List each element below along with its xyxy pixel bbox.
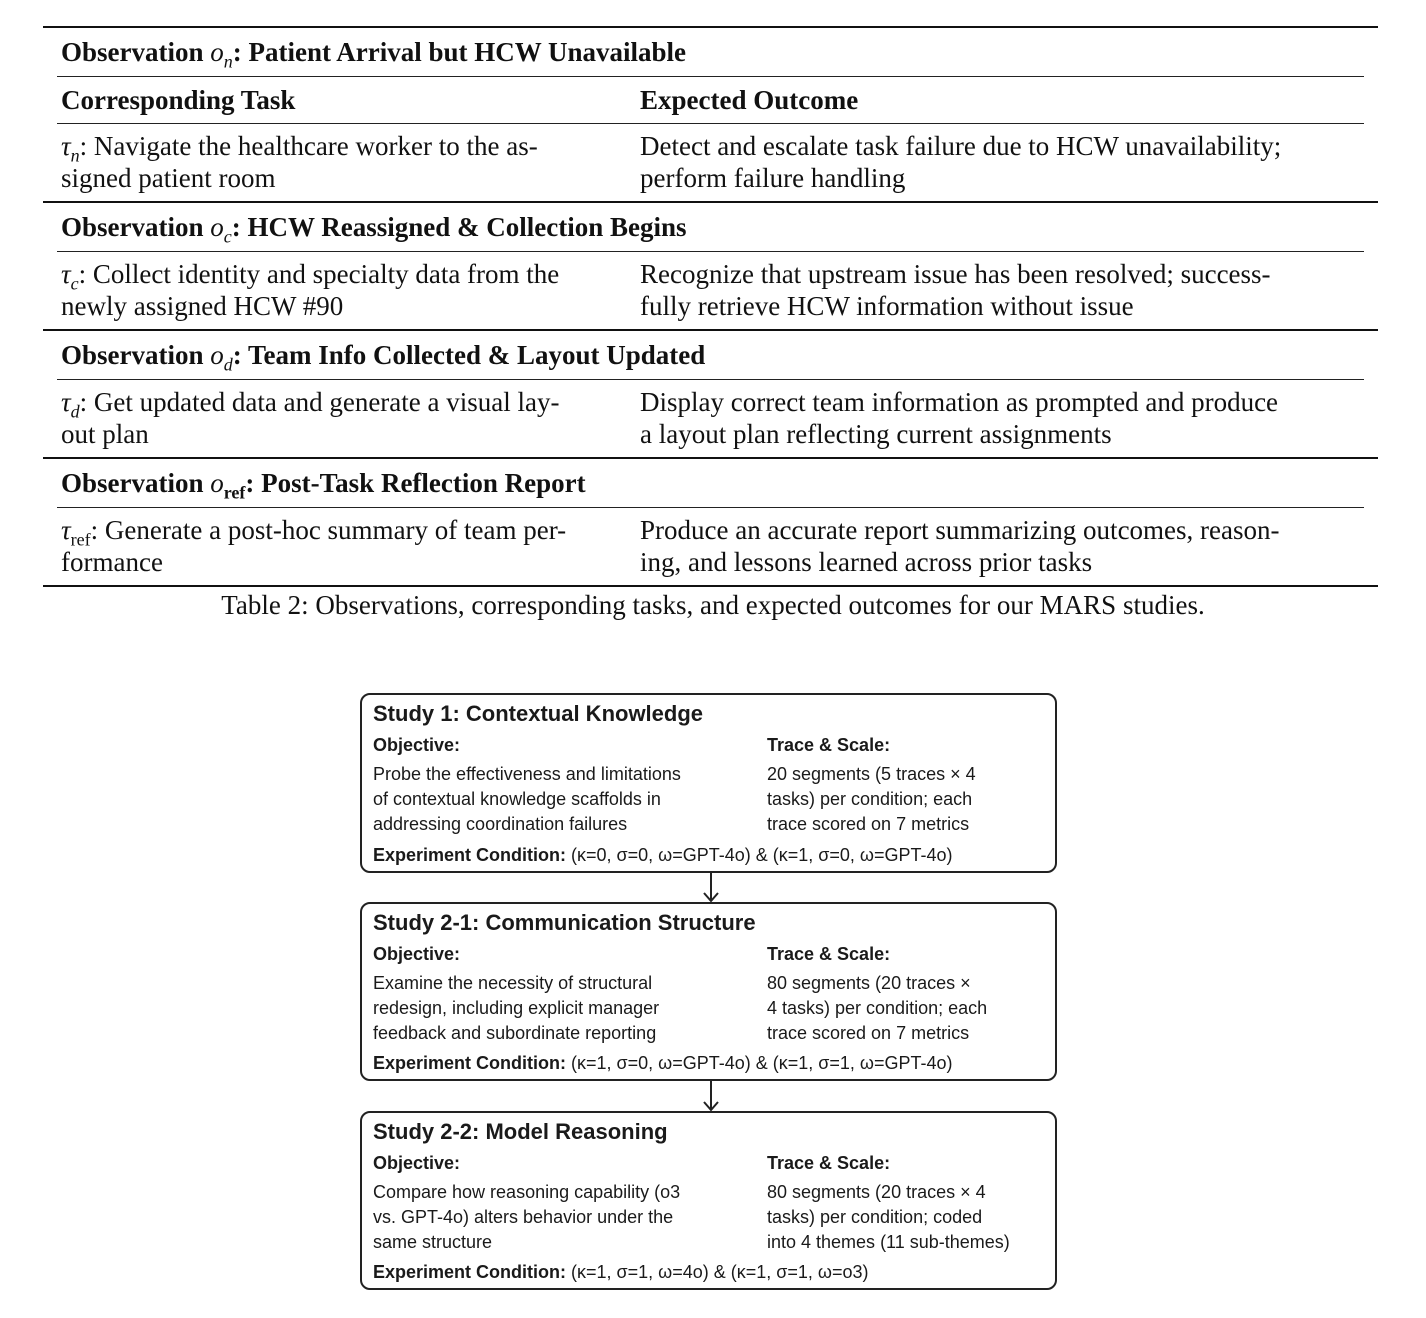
objective-label: Objective: xyxy=(373,944,461,964)
objective-text: Compare how reasoning capability (o3 vs. GPT-4o) alters behavior under the same structure xyxy=(373,1182,681,1252)
study-title: Study 2-2: Model Reasoning xyxy=(373,1119,668,1144)
trace-scale-text: 80 segments (20 traces × 4 tasks) per condition; coded into 4 themes (11 sub-themes) xyxy=(767,1182,1010,1252)
trace-scale-text: 20 segments (5 traces × 4 tasks) per condition; each trace scored on 7 metrics xyxy=(767,764,976,834)
experiment-condition: Experiment Condition: (κ=1, σ=1, ω=4o) & (κ=1, σ=1, ω=o3) xyxy=(373,1262,869,1282)
study-box xyxy=(360,1111,1057,1290)
study-box xyxy=(360,693,1057,873)
observation-heading: Observation $o_{ref}$: Post-Task Reflection Report xyxy=(61,468,586,503)
outcome-cell: Display correct team information as prompted and produce a layout plan reflecting current assignments xyxy=(640,387,1279,449)
table-row xyxy=(43,508,1378,585)
task-cell: $\tau_d$: Get updated data and generate a visual lay- out plan xyxy=(61,387,560,449)
table-bottom-rule xyxy=(43,585,1378,587)
experiment-condition: Experiment Condition: (κ=1, σ=0, ω=GPT-4o) & (κ=1, σ=1, ω=GPT-4o) xyxy=(373,1053,953,1073)
table-caption: Table 2: Observations, corresponding tasks, and expected outcomes for our MARS studies. xyxy=(221,590,1205,620)
table-row xyxy=(43,124,1378,201)
observations-table xyxy=(43,26,1378,587)
down-arrow-icon xyxy=(701,873,721,903)
objective-text: Examine the necessity of structural redesign, including explicit manager feedback and subordinate reporting xyxy=(373,973,660,1043)
objective-label: Objective: xyxy=(373,735,461,755)
trace-scale-label: Trace & Scale: xyxy=(767,735,891,755)
down-arrow-icon xyxy=(701,1081,721,1112)
trace-scale-label: Trace & Scale: xyxy=(767,944,891,964)
column-header-outcome: Expected Outcome xyxy=(640,85,859,115)
outcome-cell: Produce an accurate report summarizing outcomes, reason- ing, and lessons learned across prior tasks xyxy=(640,515,1280,577)
outcome-cell: Detect and escalate task failure due to HCW unavailability; perform failure handling xyxy=(640,131,1282,193)
table-header-row xyxy=(43,77,1378,123)
outcome-cell: Recognize that upstream issue has been resolved; success- fully retrieve HCW information without issue xyxy=(640,259,1271,321)
table-row xyxy=(43,380,1378,457)
observation-heading: Observation $o_c$: HCW Reassigned & Collection Begins xyxy=(61,212,687,247)
study-box xyxy=(360,902,1057,1081)
objective-text: Probe the effectiveness and limitations of contextual knowledge scaffolds in addressing coordination failures xyxy=(373,764,681,834)
trace-scale-label: Trace & Scale: xyxy=(767,1153,891,1173)
observation-heading: Observation $o_d$: Team Info Collected & Layout Updated xyxy=(61,340,706,375)
study-title: Study 2-1: Communication Structure xyxy=(373,910,756,935)
task-cell: $\tau_c$: Collect identity and specialty data from the newly assigned HCW #90 xyxy=(61,259,560,321)
study-title: Study 1: Contextual Knowledge xyxy=(373,701,704,726)
experiment-condition: Experiment Condition: (κ=0, σ=0, ω=GPT-4o) & (κ=1, σ=0, ω=GPT-4o) xyxy=(373,845,953,865)
task-cell: $\tau_{ref}$: Generate a post-hoc summary of team per- formance xyxy=(61,515,567,577)
objective-label: Objective: xyxy=(373,1153,461,1173)
trace-scale-text: 80 segments (20 traces × 4 tasks) per condition; each trace scored on 7 metrics xyxy=(767,973,988,1043)
observation-heading: Observation $o_n$: Patient Arrival but HCW Unavailable xyxy=(61,37,687,72)
table-row xyxy=(43,252,1378,329)
column-header-task: Corresponding Task xyxy=(61,85,296,115)
task-cell: $\tau_n$: Navigate the healthcare worker to the as- signed patient room xyxy=(61,131,538,193)
